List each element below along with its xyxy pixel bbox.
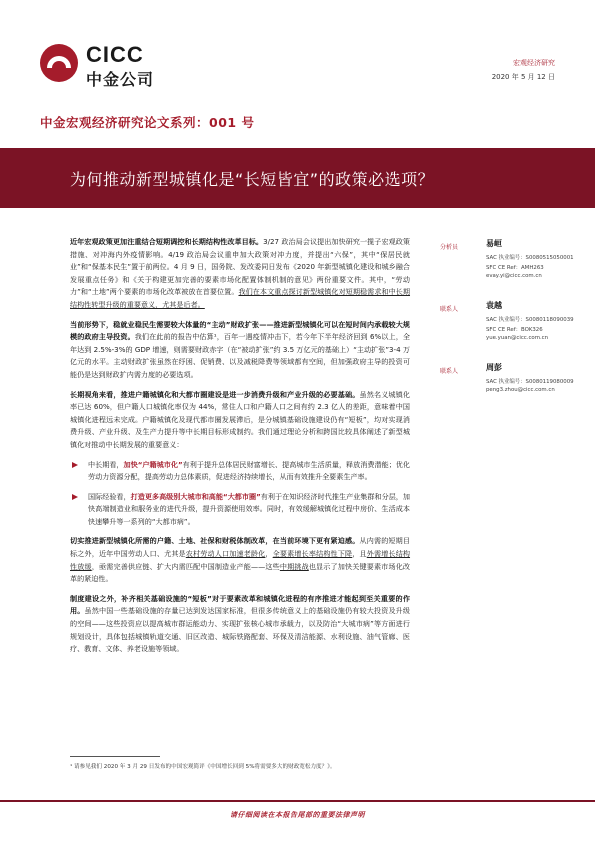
bullet-lead: 国际经验看，	[88, 491, 131, 501]
paragraph-text: 从内需的短期目标之外，近年中国劳动人口、尤其是	[70, 536, 411, 559]
summary-body	[70, 236, 410, 663]
paragraph-underline: 我们在本文重点探讨新型城镇化对短期稳需求和中长期结构性转型升级的重要意义，尤其是后者。	[70, 287, 411, 309]
analyst-name: 易峘	[486, 239, 502, 248]
legal-disclaimer: 请仔细阅读在本报告尾部的重要法律声明	[230, 811, 365, 819]
analyst-role: 联系人	[440, 368, 459, 375]
cicc-logo-icon	[40, 44, 78, 82]
analyst-card	[440, 300, 574, 352]
report-date: 2020 年 5 月 12 日	[491, 73, 555, 81]
series-title: 中金宏观经济研究论文系列：001 号	[40, 115, 255, 130]
analyst-email[interactable]: yue.yuan@cicc.com.cn	[486, 335, 549, 341]
paragraph-text: 3/27 政治局会议提出加快研究一揽子宏观政策措施、对冲海内外疫情影响。4/19 政治局会议重申加大政策对冲力度，并提出“六保”，其中“保居民就业”和“保基本民生”置于前两位。4 月 9 日，国务院、发改委同日发布《2020 年新型城镇化建设和城乡融合发展重点任务》和《关于构建更加完善的要素市场化配置体制机制的意见》两份重要文件。其中，“劳动力”和“土地”两个要素的市场化改革被放在首要位置。	[70, 237, 411, 297]
paragraph-text: 也显示了加快关键要素市场化改革的紧迫性。	[70, 561, 411, 584]
paragraph-4	[70, 535, 410, 585]
triangle-bullet-icon	[72, 494, 78, 500]
bullet-2	[70, 491, 410, 529]
analyst-role: 联系人	[440, 306, 459, 313]
paragraph-lead: 近年宏观政策更加注重结合短期调控和长期结构性改革目标。	[70, 237, 264, 246]
analyst-sac-number: SAC 执业编号：S0080515050001	[486, 255, 574, 261]
bullet-1	[70, 459, 410, 484]
report-meta	[492, 56, 555, 84]
analyst-name: 袁越	[486, 301, 502, 310]
report-type: 宏观经济研究	[513, 59, 555, 67]
paragraph-3	[70, 389, 410, 452]
analyst-sfc-ref: SFC CE Ref：BOK326	[486, 327, 543, 333]
paragraph-underline: 农村劳动人口加速老龄化	[185, 549, 266, 559]
paragraph-2	[70, 319, 410, 382]
analyst-panel	[440, 238, 574, 424]
paragraph-text: 我们在此前的报告中估算¹，百年一遇疫情冲击下，若今年下半年经济回到 6%以上，全年达到 2.5%-3%的 GDP 增速，则需要财政赤字（在“被动扩张”约 3.5 万亿元的基础上）“主动扩张”3-4 万亿元的水平。主动财政扩张虽然在纾困、促销费、以及减税降费等领域都有空间，但加强政府主导的投资可能仍是达到财政扩内需力度的必要选项。	[70, 332, 411, 379]
analyst-name: 周彭	[486, 363, 502, 372]
bullet-emphasis: 打造更多高级别大城市和高能“大都市圈”	[130, 491, 261, 501]
paragraph-underline: 外需增长结构性放缓	[70, 549, 411, 571]
analyst-sac-number: SAC 执业编号：S0080119080009	[486, 379, 574, 385]
analyst-card	[440, 362, 574, 414]
paragraph-text: 虽然名义城镇化率已达 60%，但户籍人口城镇化率仅为 44%，常住人口和户籍人口之间有约 2.3 亿人的差距，意味着中国城镇化进程远未完成。户籍城镇化及现代都市圈发展滞后，是分城镇基础设施建设仍有“短板”，均对实现消费升级、产业升级、及生产力提升等中长期目标形成制约。我们通过理论分析和跨国比较具体阐述了新型城镇化对推动中长期发展的重要意义：	[70, 389, 411, 449]
title-band	[0, 148, 595, 208]
paragraph-text: 虽然中国一些基础设施的存量已达到发达国家标准，但很多传统意义上的基础设施仍有较大投资及升级的空间——这些投资应以提高城市群运能动力、实现扩张核心城市承载力，以及防治“大城市病”等方面进行规划设计，具体包括城镇轨道交通、旧区改造、城际铁路配套、环保及清洁能源、水利设施、油气管廊、医疗、教育、文体、养老设施等领域。	[70, 606, 411, 654]
paragraph-underline: 全要素增长率结构性下降	[272, 549, 353, 559]
analyst-sfc-ref: SFC CE Ref：AMH263	[486, 265, 544, 271]
footnote-divider	[70, 756, 160, 757]
main-title: 为何推动新型城镇化是“长短皆宜”的政策必选项？	[70, 170, 435, 189]
paragraph-lead: 制度建设之外，补齐相关基础设施的“短板”对于要素改革和城镇化进程的有序推进才能起到至关重要的作用。	[70, 593, 410, 616]
paragraph-underline: 中期挑战	[279, 561, 309, 571]
bullet-emphasis: 加快“户籍城市化”	[123, 459, 183, 469]
logo-text-en: CICC	[86, 42, 144, 67]
paragraph-text: ，	[265, 549, 273, 559]
paragraph-1	[70, 236, 410, 312]
logo-text-cn: 中金公司	[86, 70, 155, 89]
footer-divider	[0, 800, 595, 802]
triangle-bullet-icon	[72, 462, 78, 468]
paragraph-lead: 当前形势下，稳就业稳民生需要较大体量的“主动”财政扩张——推进新型城镇化可以在短时间内承载较大规模的政府主导投资。	[70, 319, 410, 342]
analyst-sac-number: SAC 执业编号：S0080118090039	[486, 317, 574, 323]
bullet-text: 有利于在知识经济时代推生产业集群和分层，加快高端制造业和服务业的进代升级，提升资源使用效率。同时，有效缓解城镇化过程中房价、生活成本快速攀升等一系列的“大都市病”。	[88, 491, 411, 526]
paragraph-lead: 切实推进新型城镇化所需的户籍、土地、社保和财税体制改革，在当前环境下更有紧迫感。	[70, 536, 360, 546]
paragraph-text: ，亟需完善供应链、扩大内需匹配中国制造业产能——这些	[91, 561, 280, 571]
footnote: ¹ 请参见我们 2020 年 3 月 29 日发布的中国宏观简评《中国增长回到 5%将需要多大的财政宽松力度？》。	[70, 764, 336, 770]
cicc-logo	[40, 40, 160, 92]
paragraph-text: ，且	[352, 549, 367, 559]
analyst-card	[440, 238, 574, 290]
bullet-lead: 中长期看，	[88, 459, 124, 469]
paragraph-5	[70, 593, 410, 656]
analyst-email[interactable]: peng3.zhou@cicc.com.cn	[486, 387, 555, 393]
bullet-text: 有利于提升总体居民财富增长、提高城市生活质量，释放消费潜能；优化劳动力资源分配，提高劳动力总体素质，促进经济持续增长，从而有效推升全要素生产率。	[88, 459, 410, 482]
analyst-role: 分析员	[440, 244, 459, 251]
paragraph-lead: 长期视角来看，推进户籍城镇化和大都市圈建设是进一步消费升级和产业升级的必要基础。	[70, 389, 360, 399]
analyst-email[interactable]: evay.yi@cicc.com.cn	[486, 273, 542, 279]
